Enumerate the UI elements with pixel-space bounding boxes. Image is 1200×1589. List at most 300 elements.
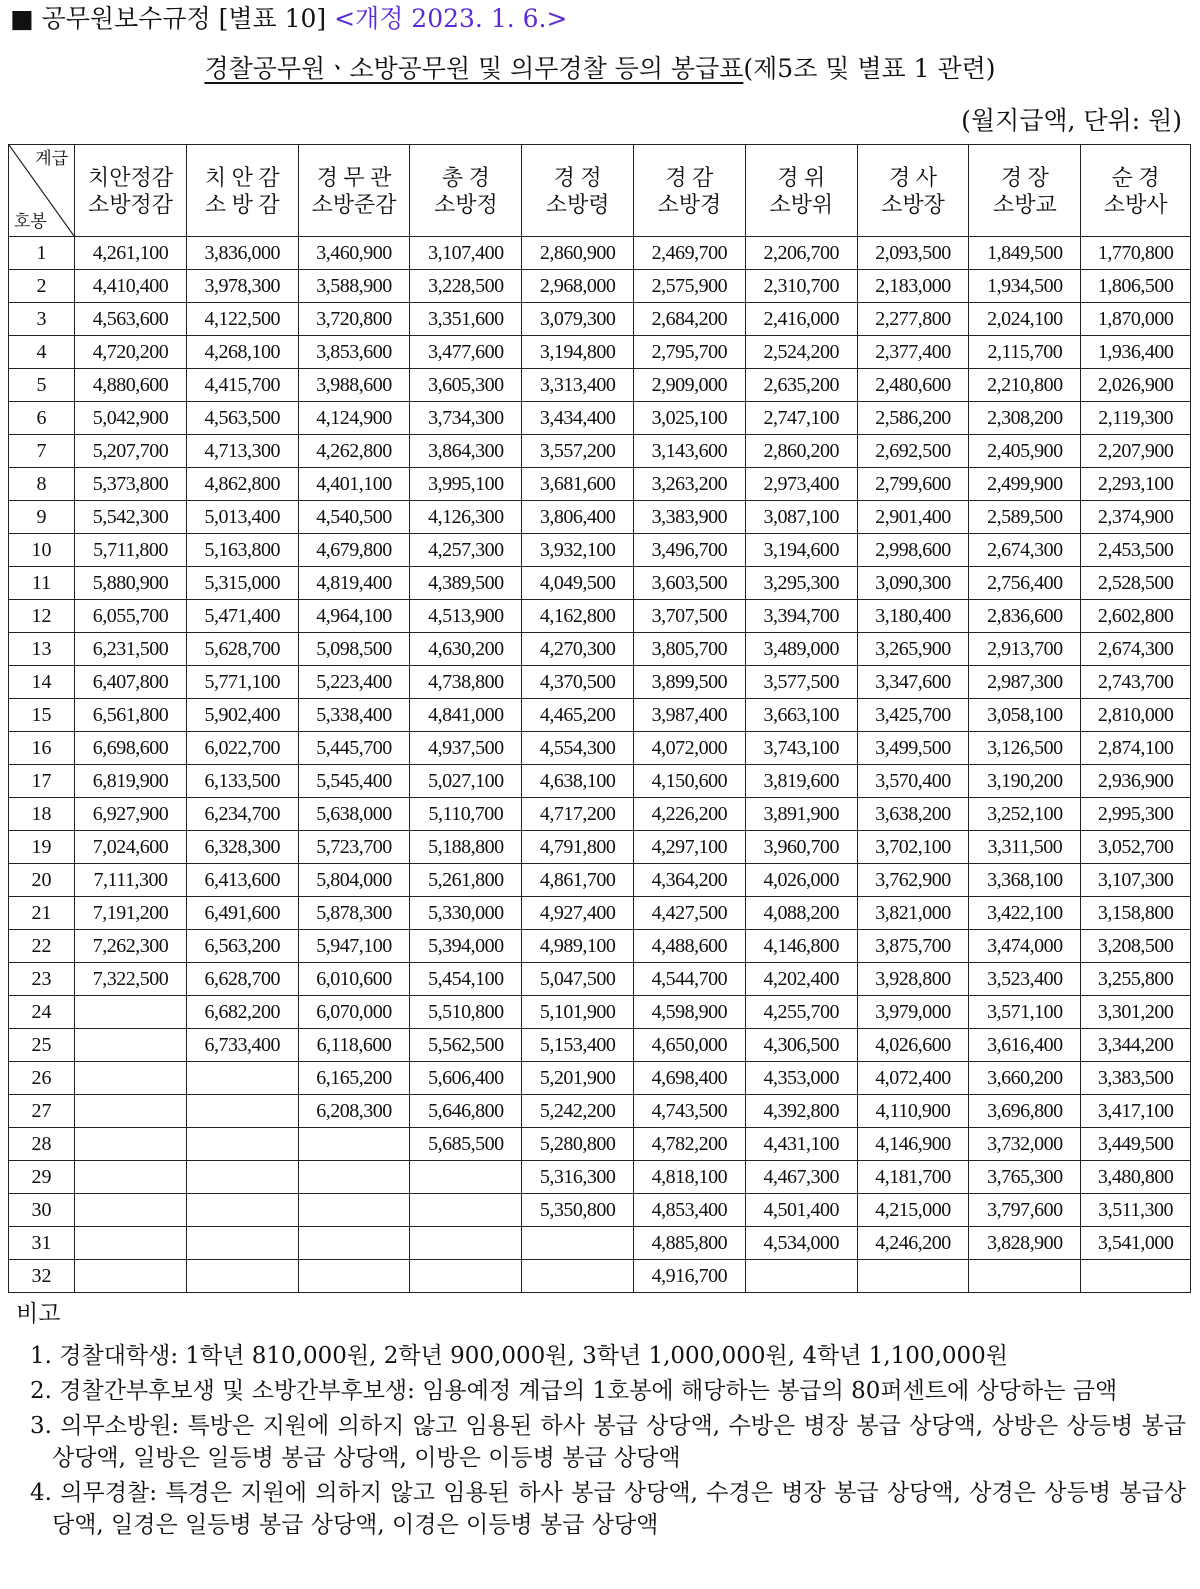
salary-cell: 6,070,000	[298, 996, 410, 1029]
grade-header-line: 총 경	[441, 164, 490, 190]
salary-cell: 2,293,100	[1081, 468, 1191, 501]
salary-cell: 3,523,400	[969, 963, 1081, 996]
table-row	[9, 798, 1191, 831]
salary-cell: 3,052,700	[1081, 831, 1191, 864]
salary-cell: 4,410,400	[75, 270, 187, 303]
salary-cell	[75, 1194, 187, 1227]
salary-cell: 5,510,800	[410, 996, 522, 1029]
salary-cell	[186, 1161, 298, 1194]
salary-cell: 2,747,100	[745, 402, 857, 435]
salary-cell	[410, 1260, 522, 1293]
salary-cell: 4,554,300	[522, 732, 634, 765]
salary-cell: 3,079,300	[522, 303, 634, 336]
salary-cell: 4,720,200	[75, 336, 187, 369]
salary-cell: 4,392,800	[745, 1095, 857, 1128]
salary-cell: 5,330,000	[410, 897, 522, 930]
salary-cell: 1,770,800	[1081, 237, 1191, 270]
salary-cell: 3,853,600	[298, 336, 410, 369]
salary-cell: 3,368,100	[969, 864, 1081, 897]
salary-cell: 3,158,800	[1081, 897, 1191, 930]
salary-cell: 2,026,900	[1081, 369, 1191, 402]
salary-cell: 2,795,700	[634, 336, 746, 369]
salary-cell: 4,818,100	[634, 1161, 746, 1194]
regulation-header	[10, 2, 567, 36]
table-row	[9, 1128, 1191, 1161]
salary-cell: 3,762,900	[857, 864, 969, 897]
salary-cell: 3,228,500	[410, 270, 522, 303]
salary-cell: 4,110,900	[857, 1095, 969, 1128]
salary-cell: 3,087,100	[745, 501, 857, 534]
salary-cell: 2,973,400	[745, 468, 857, 501]
table-row	[9, 501, 1191, 534]
salary-cell: 3,194,600	[745, 534, 857, 567]
salary-cell: 2,115,700	[969, 336, 1081, 369]
salary-cell: 4,270,300	[522, 633, 634, 666]
salary-cell	[410, 1161, 522, 1194]
salary-cell: 4,501,400	[745, 1194, 857, 1227]
step-cell: 9	[9, 501, 75, 534]
salary-cell: 4,916,700	[634, 1260, 746, 1293]
table-row	[9, 1227, 1191, 1260]
salary-cell: 3,107,400	[410, 237, 522, 270]
salary-cell: 3,960,700	[745, 831, 857, 864]
salary-cell: 3,663,100	[745, 699, 857, 732]
table-row	[9, 435, 1191, 468]
black-square-icon: ■	[10, 4, 34, 33]
salary-cell: 4,431,100	[745, 1128, 857, 1161]
salary-cell: 4,989,100	[522, 930, 634, 963]
step-cell: 14	[9, 666, 75, 699]
salary-cell: 6,628,700	[186, 963, 298, 996]
title-suffix: (제5조 및 별표 1 관련)	[743, 54, 996, 83]
remarks-section	[16, 1298, 1186, 1544]
salary-cell: 3,383,500	[1081, 1062, 1191, 1095]
salary-cell: 5,350,800	[522, 1194, 634, 1227]
table-row	[9, 963, 1191, 996]
grade-header	[186, 145, 298, 237]
grade-header-line: 치안정감	[87, 164, 173, 190]
salary-cell: 3,499,500	[857, 732, 969, 765]
salary-cell: 2,416,000	[745, 303, 857, 336]
grade-header-line: 순 경	[1111, 164, 1160, 190]
salary-cell	[186, 1095, 298, 1128]
table-row	[9, 237, 1191, 270]
salary-cell: 5,098,500	[298, 633, 410, 666]
grade-header	[634, 145, 746, 237]
salary-cell: 4,638,100	[522, 765, 634, 798]
salary-cell: 3,190,200	[969, 765, 1081, 798]
salary-cell: 6,208,300	[298, 1095, 410, 1128]
salary-cell: 4,072,400	[857, 1062, 969, 1095]
salary-cell: 4,146,800	[745, 930, 857, 963]
table-row	[9, 930, 1191, 963]
salary-cell	[75, 1260, 187, 1293]
salary-cell: 5,261,800	[410, 864, 522, 897]
salary-cell: 3,417,100	[1081, 1095, 1191, 1128]
salary-cell: 3,681,600	[522, 468, 634, 501]
table-row	[9, 666, 1191, 699]
salary-cell: 4,215,000	[857, 1194, 969, 1227]
salary-cell	[186, 1194, 298, 1227]
step-cell: 12	[9, 600, 75, 633]
salary-cell: 4,049,500	[522, 567, 634, 600]
salary-table	[8, 144, 1191, 1293]
salary-cell: 5,338,400	[298, 699, 410, 732]
table-row	[9, 732, 1191, 765]
step-cell: 22	[9, 930, 75, 963]
salary-cell: 2,998,600	[857, 534, 969, 567]
step-cell: 23	[9, 963, 75, 996]
grade-header	[410, 145, 522, 237]
salary-cell: 2,210,800	[969, 369, 1081, 402]
salary-cell: 2,308,200	[969, 402, 1081, 435]
salary-cell: 3,732,000	[969, 1128, 1081, 1161]
salary-cell: 4,465,200	[522, 699, 634, 732]
salary-cell: 7,191,200	[75, 897, 187, 930]
salary-cell: 3,638,200	[857, 798, 969, 831]
grade-header-line: 경 정	[553, 164, 602, 190]
salary-cell: 2,836,600	[969, 600, 1081, 633]
salary-cell: 4,544,700	[634, 963, 746, 996]
salary-cell: 3,477,600	[410, 336, 522, 369]
step-cell: 17	[9, 765, 75, 798]
salary-cell: 5,804,000	[298, 864, 410, 897]
table-row	[9, 1029, 1191, 1062]
salary-cell: 4,150,600	[634, 765, 746, 798]
salary-cell	[186, 1062, 298, 1095]
salary-cell: 5,628,700	[186, 633, 298, 666]
salary-cell: 2,575,900	[634, 270, 746, 303]
salary-cell: 3,805,700	[634, 633, 746, 666]
salary-cell	[522, 1227, 634, 1260]
salary-cell: 5,545,400	[298, 765, 410, 798]
salary-cell: 3,480,800	[1081, 1161, 1191, 1194]
salary-cell: 4,364,200	[634, 864, 746, 897]
salary-cell: 3,425,700	[857, 699, 969, 732]
salary-cell: 3,208,500	[1081, 930, 1191, 963]
table-row	[9, 633, 1191, 666]
table-row	[9, 1260, 1191, 1293]
salary-cell: 2,692,500	[857, 435, 969, 468]
salary-cell: 4,853,400	[634, 1194, 746, 1227]
grade-header	[969, 145, 1081, 237]
salary-cell: 3,603,500	[634, 567, 746, 600]
salary-cell: 3,660,200	[969, 1062, 1081, 1095]
salary-cell	[75, 1062, 187, 1095]
step-cell: 3	[9, 303, 75, 336]
salary-cell	[186, 1260, 298, 1293]
salary-cell: 3,570,400	[857, 765, 969, 798]
step-cell: 2	[9, 270, 75, 303]
salary-cell: 5,188,800	[410, 831, 522, 864]
salary-cell: 4,202,400	[745, 963, 857, 996]
salary-cell: 6,328,300	[186, 831, 298, 864]
salary-cell: 6,682,200	[186, 996, 298, 1029]
grade-header	[298, 145, 410, 237]
salary-cell: 3,347,600	[857, 666, 969, 699]
salary-cell: 4,297,100	[634, 831, 746, 864]
salary-cell: 5,163,800	[186, 534, 298, 567]
step-cell: 29	[9, 1161, 75, 1194]
amendment-date: <개정 2023. 1. 6.>	[334, 4, 568, 33]
grade-header-line: 소방준감	[311, 191, 397, 217]
salary-cell: 3,449,500	[1081, 1128, 1191, 1161]
step-cell: 6	[9, 402, 75, 435]
salary-cell: 5,047,500	[522, 963, 634, 996]
salary-cell: 6,022,700	[186, 732, 298, 765]
salary-cell: 2,374,900	[1081, 501, 1191, 534]
salary-cell: 3,126,500	[969, 732, 1081, 765]
salary-cell: 6,165,200	[298, 1062, 410, 1095]
salary-cell: 2,480,600	[857, 369, 969, 402]
salary-cell: 6,733,400	[186, 1029, 298, 1062]
salary-cell: 3,311,500	[969, 831, 1081, 864]
salary-cell: 2,810,000	[1081, 699, 1191, 732]
grade-header	[522, 145, 634, 237]
salary-cell: 4,246,200	[857, 1227, 969, 1260]
salary-cell	[186, 1227, 298, 1260]
salary-cell	[75, 1161, 187, 1194]
salary-cell: 1,806,500	[1081, 270, 1191, 303]
salary-cell: 4,255,700	[745, 996, 857, 1029]
table-row	[9, 567, 1191, 600]
salary-cell: 4,122,500	[186, 303, 298, 336]
salary-cell	[298, 1161, 410, 1194]
salary-cell: 5,562,500	[410, 1029, 522, 1062]
step-cell: 7	[9, 435, 75, 468]
salary-cell: 5,771,100	[186, 666, 298, 699]
salary-cell: 5,454,100	[410, 963, 522, 996]
salary-cell: 4,862,800	[186, 468, 298, 501]
salary-cell: 4,261,100	[75, 237, 187, 270]
salary-cell: 5,101,900	[522, 996, 634, 1029]
salary-cell: 2,909,000	[634, 369, 746, 402]
table-row	[9, 1194, 1191, 1227]
salary-cell: 4,415,700	[186, 369, 298, 402]
salary-cell: 3,577,500	[745, 666, 857, 699]
salary-cell: 6,231,500	[75, 633, 187, 666]
salary-cell: 3,707,500	[634, 600, 746, 633]
table-row	[9, 600, 1191, 633]
salary-cell	[969, 1260, 1081, 1293]
grade-header-line: 소방위	[769, 191, 834, 217]
salary-cell: 2,995,300	[1081, 798, 1191, 831]
grade-header-line: 소방교	[992, 191, 1057, 217]
salary-cell: 2,936,900	[1081, 765, 1191, 798]
salary-cell: 5,153,400	[522, 1029, 634, 1062]
step-cell: 18	[9, 798, 75, 831]
salary-cell: 4,819,400	[298, 567, 410, 600]
salary-cell	[410, 1227, 522, 1260]
salary-cell: 5,711,800	[75, 534, 187, 567]
salary-cell: 4,540,500	[298, 501, 410, 534]
salary-cell: 4,026,600	[857, 1029, 969, 1062]
grade-header-line: 경 무 관	[316, 164, 392, 190]
remark-item: 3. 의무소방원: 특방은 지원에 의하지 않고 임용된 하사 봉급 상당액, 수방은 병장 봉급 상당액, 상방은 상등병 봉급 상당액, 일방은 일등병 봉급 상당액, 이방은 이등병 봉급 상당액	[30, 1413, 1186, 1471]
salary-cell: 5,394,000	[410, 930, 522, 963]
salary-cell: 3,460,900	[298, 237, 410, 270]
salary-cell: 2,207,900	[1081, 435, 1191, 468]
salary-cell	[75, 1128, 187, 1161]
grade-header-line: 경 감	[665, 164, 714, 190]
salary-cell: 2,874,100	[1081, 732, 1191, 765]
remark-item: 2. 경찰간부후보생 및 소방간부후보생: 임용예정 계급의 1호봉에 해당하는 봉급의 80퍼센트에 상당하는 금액	[30, 1378, 1118, 1404]
salary-cell: 3,696,800	[969, 1095, 1081, 1128]
salary-cell: 4,488,600	[634, 930, 746, 963]
step-cell: 21	[9, 897, 75, 930]
salary-cell: 3,557,200	[522, 435, 634, 468]
corner-grade-label: 계급	[35, 149, 69, 168]
salary-cell: 3,489,000	[745, 633, 857, 666]
step-cell: 32	[9, 1260, 75, 1293]
salary-cell: 4,072,000	[634, 732, 746, 765]
salary-cell: 3,313,400	[522, 369, 634, 402]
salary-cell: 4,563,500	[186, 402, 298, 435]
salary-cell: 4,927,400	[522, 897, 634, 930]
table-row	[9, 1062, 1191, 1095]
salary-cell: 3,605,300	[410, 369, 522, 402]
salary-cell: 6,133,500	[186, 765, 298, 798]
salary-cell: 3,252,100	[969, 798, 1081, 831]
salary-cell: 4,743,500	[634, 1095, 746, 1128]
salary-cell: 2,968,000	[522, 270, 634, 303]
salary-cell: 7,322,500	[75, 963, 187, 996]
salary-cell: 2,277,800	[857, 303, 969, 336]
salary-cell: 6,491,600	[186, 897, 298, 930]
salary-cell: 2,119,300	[1081, 402, 1191, 435]
salary-cell: 2,674,300	[1081, 633, 1191, 666]
table-row	[9, 369, 1191, 402]
salary-cell: 3,987,400	[634, 699, 746, 732]
salary-cell: 5,878,300	[298, 897, 410, 930]
salary-cell: 3,734,300	[410, 402, 522, 435]
salary-cell: 6,118,600	[298, 1029, 410, 1062]
salary-cell: 4,257,300	[410, 534, 522, 567]
salary-cell: 4,880,600	[75, 369, 187, 402]
salary-cell	[522, 1260, 634, 1293]
document-title	[0, 52, 1200, 86]
salary-cell: 4,650,000	[634, 1029, 746, 1062]
salary-cell: 5,947,100	[298, 930, 410, 963]
salary-cell	[857, 1260, 969, 1293]
salary-cell: 2,913,700	[969, 633, 1081, 666]
salary-cell: 2,860,900	[522, 237, 634, 270]
grade-header-line: 경 위	[777, 164, 826, 190]
salary-cell: 4,698,400	[634, 1062, 746, 1095]
unit-note: (월지급액, 단위: 원)	[961, 106, 1182, 135]
table-row	[9, 1161, 1191, 1194]
salary-cell: 2,453,500	[1081, 534, 1191, 567]
salary-cell	[298, 1227, 410, 1260]
salary-cell: 3,511,300	[1081, 1194, 1191, 1227]
salary-cell: 1,870,000	[1081, 303, 1191, 336]
table-row	[9, 1095, 1191, 1128]
salary-cell: 3,107,300	[1081, 864, 1191, 897]
salary-cell: 2,743,700	[1081, 666, 1191, 699]
salary-cell: 2,469,700	[634, 237, 746, 270]
salary-cell: 1,849,500	[969, 237, 1081, 270]
salary-cell: 5,013,400	[186, 501, 298, 534]
salary-cell: 3,702,100	[857, 831, 969, 864]
salary-cell: 5,445,700	[298, 732, 410, 765]
regulation-label: 공무원보수규정 [별표 10]	[41, 4, 327, 33]
step-cell: 20	[9, 864, 75, 897]
salary-cell: 4,861,700	[522, 864, 634, 897]
salary-cell: 5,638,000	[298, 798, 410, 831]
step-cell: 27	[9, 1095, 75, 1128]
salary-cell: 4,782,200	[634, 1128, 746, 1161]
step-cell: 15	[9, 699, 75, 732]
salary-cell: 2,799,600	[857, 468, 969, 501]
salary-cell: 4,534,000	[745, 1227, 857, 1260]
salary-cell: 4,088,200	[745, 897, 857, 930]
salary-cell: 2,589,500	[969, 501, 1081, 534]
salary-cell: 3,828,900	[969, 1227, 1081, 1260]
salary-cell: 4,563,600	[75, 303, 187, 336]
salary-cell: 2,602,800	[1081, 600, 1191, 633]
table-row	[9, 303, 1191, 336]
table-row	[9, 699, 1191, 732]
salary-cell: 3,422,100	[969, 897, 1081, 930]
salary-cell	[75, 996, 187, 1029]
step-cell: 10	[9, 534, 75, 567]
salary-cell: 5,207,700	[75, 435, 187, 468]
grade-header-line: 경 사	[889, 164, 938, 190]
salary-cell: 4,146,900	[857, 1128, 969, 1161]
salary-cell: 3,263,200	[634, 468, 746, 501]
salary-cell: 4,026,000	[745, 864, 857, 897]
salary-cell: 3,301,200	[1081, 996, 1191, 1029]
salary-cell: 5,606,400	[410, 1062, 522, 1095]
salary-cell: 2,860,200	[745, 435, 857, 468]
salary-cell: 2,635,200	[745, 369, 857, 402]
table-row	[9, 897, 1191, 930]
salary-cell: 3,819,600	[745, 765, 857, 798]
salary-cell: 4,738,800	[410, 666, 522, 699]
table-row	[9, 765, 1191, 798]
step-cell: 4	[9, 336, 75, 369]
salary-cell: 3,720,800	[298, 303, 410, 336]
salary-cell: 5,902,400	[186, 699, 298, 732]
salary-cell: 6,563,200	[186, 930, 298, 963]
salary-cell: 4,937,500	[410, 732, 522, 765]
salary-cell: 6,234,700	[186, 798, 298, 831]
step-cell: 25	[9, 1029, 75, 1062]
salary-cell: 5,646,800	[410, 1095, 522, 1128]
salary-cell: 3,836,000	[186, 237, 298, 270]
salary-cell: 3,090,300	[857, 567, 969, 600]
salary-cell	[298, 1128, 410, 1161]
step-cell: 1	[9, 237, 75, 270]
salary-cell: 3,143,600	[634, 435, 746, 468]
salary-cell	[410, 1194, 522, 1227]
table-row	[9, 534, 1191, 567]
salary-cell: 3,058,100	[969, 699, 1081, 732]
salary-cell: 3,025,100	[634, 402, 746, 435]
grade-header-line: 소방경	[657, 191, 722, 217]
grade-header-line: 소방령	[545, 191, 610, 217]
salary-cell: 4,262,800	[298, 435, 410, 468]
salary-cell: 4,124,900	[298, 402, 410, 435]
salary-cell	[745, 1260, 857, 1293]
salary-cell: 5,242,200	[522, 1095, 634, 1128]
grade-header-line: 경 장	[1000, 164, 1049, 190]
salary-cell: 2,024,100	[969, 303, 1081, 336]
salary-cell: 3,797,600	[969, 1194, 1081, 1227]
salary-cell: 5,685,500	[410, 1128, 522, 1161]
salary-cell: 5,027,100	[410, 765, 522, 798]
table-row	[9, 864, 1191, 897]
